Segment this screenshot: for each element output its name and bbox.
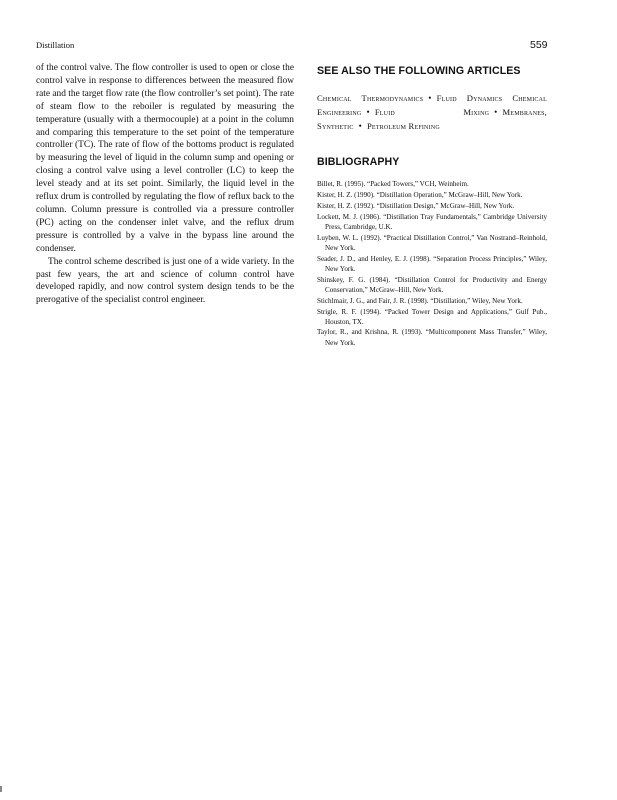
bibliography-entry: Taylor, R., and Krishna, R. (1993). “Multicomponent Mass Transfer,” Wiley, New York. [317,328,547,347]
body-paragraph: The control scheme described is just one of a wide variety. In the past few years, the art and science of column control have developed rapidly, and now control system design tends to be the prerogative of the specialist control engineer. [36,256,294,306]
bullet-separator: • [428,93,432,103]
bibliography-entry: Luyben, W. L. (1992). “Practical Distillation Control,” Van Nostrand–Reinhold, New York. [317,233,547,252]
body-paragraph: of the control valve. The flow controller is used to open or close the control valve in response to differences between the measured flow rate and the target flow rate (the flow controller’s set point). The rate of steam flow to the reboiler is regulated by measuring the temperature (usually with a thermocouple) at a point in the column and comparing this temperature to the set point of the temperature controller (TC). The rate of flow of the bottoms product is regulated by measuring the level of liquid in the column sump and opening or closing a control valve using a level controller (LC) to keep the level steady and at its set point. Similarly, the liquid level in the reflux drum is controlled by regulating the flow of reflux back to the column. Column pressure is controlled via a pressure controller (PC) acting on the condenser inlet valve, and the reflux drum pressure is controlled by a valve in the bypass line around the condenser. [36,63,294,254]
page-number: 559 [530,39,548,51]
bibliography-entry: Billet, R. (1995). “Packed Towers,” VCH, Weinheim. [317,180,469,188]
body-text-column [36,62,294,307]
bullet-separator: • [494,107,498,117]
see-also-article[interactable]: Chemical Thermodynamics [317,93,424,103]
bibliography-heading: BIBLIOGRAPHY [317,156,400,168]
see-also-article[interactable]: Membranes, Synthetic [317,107,547,131]
see-also-article[interactable]: Fluid Dynamics [436,93,503,103]
right-column [317,65,547,348]
bibliography-entry: Kister, H. Z. (1992). “Distillation Design,” McGraw–Hill, New York. [317,201,515,210]
see-also-article[interactable]: Chemical Engineering [317,93,547,117]
bullet-separator: • [366,107,370,117]
bibliography-entry: Seader, J. D., and Henley, E. J. (1998). “Separation Process Principles,” Wiley, New York. [317,254,547,273]
see-also-heading: SEE ALSO THE FOLLOWING ARTICLES [317,65,521,77]
see-also-article[interactable]: Petroleum Refining [366,121,440,131]
bibliography-entry: Kister, H. Z. (1990). “Distillation Operation,” McGraw–Hill, New York. [317,190,523,199]
bibliography-entry: Shinskey, F. G. (1984). “Distillation Control for Productivity and Energy Conservation,” McGraw–Hill, New York. [317,275,547,294]
see-also-article[interactable]: Fluid Mixing [374,107,490,117]
bibliography-entry: Strigle, R. F. (1994). “Packed Tower Design and Applications,” Gulf Pub., Houston, TX. [317,307,547,326]
see-also-list [317,91,547,133]
scan-edge-mark [0,786,2,792]
running-head: Distillation [36,40,75,50]
bullet-separator: • [358,121,362,131]
bibliography-list [317,179,547,348]
bibliography-entry: Stichlmair, J. G., and Fair, J. R. (1998). “Distillation,” Wiley, New York. [317,296,523,305]
bibliography-entry: Lockett, M. J. (1986). “Distillation Tray Fundamentals,” Cambridge University Press, Cambridge, U.K. [317,212,547,231]
